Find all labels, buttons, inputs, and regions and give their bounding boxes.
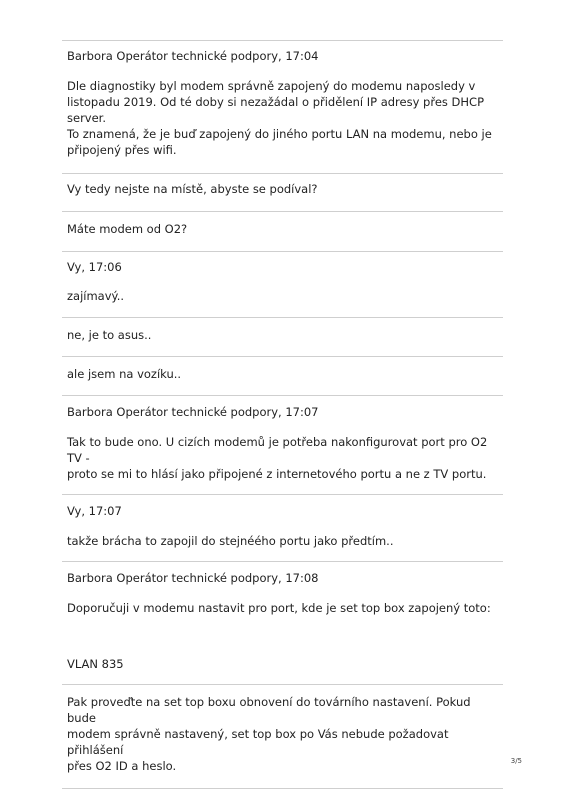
message-header: Barbora Operátor technické podpory, 17:08 bbox=[67, 571, 319, 585]
message-text: Máte modem od O2? bbox=[67, 222, 188, 236]
message-block bbox=[62, 252, 503, 318]
message-text: zajímavý.. bbox=[67, 289, 125, 303]
message-block bbox=[62, 174, 503, 212]
message-header: Barbora Operátor technické podpory, 17:04 bbox=[67, 49, 319, 63]
message-block bbox=[62, 212, 503, 252]
message-header: Barbora Operátor technické podpory, 17:07 bbox=[67, 405, 319, 419]
message-text: VLAN 835 bbox=[67, 657, 124, 671]
message-block bbox=[62, 396, 503, 495]
message-block bbox=[62, 630, 503, 685]
message-text: ne, je to asus.. bbox=[67, 328, 152, 342]
chat-transcript bbox=[62, 40, 503, 789]
message-text: takže brácha to zapojil do stejnééhо portu jako předtím.. bbox=[67, 534, 394, 548]
message-block bbox=[62, 495, 503, 562]
message-text: Vy tedy nejste na místě, abyste se podíval? bbox=[67, 182, 318, 196]
message-block bbox=[62, 562, 503, 630]
message-block bbox=[62, 318, 503, 357]
message-text: Tak to bude ono. U cizích modemů je potřeba nakonfigurovat port pro O2 TV - proto se mi to hlásí jako připojené z internetového portu a ne z TV portu. bbox=[67, 435, 488, 481]
message-text: Doporučuji v modemu nastavit pro port, kde je set top box zapojený toto: bbox=[67, 601, 491, 615]
page-number: 3/5 bbox=[510, 757, 522, 765]
message-header: Vy, 17:07 bbox=[67, 504, 122, 518]
message-block bbox=[62, 685, 503, 789]
message-block bbox=[62, 357, 503, 396]
message-text: Pak proveďte na set top boxu obnovení do továrního nastavení. Pokud bude modem správně nastavený, set top box po Vás nebude požadovat přihlášení přes O2 ID a heslo. bbox=[67, 695, 471, 773]
message-block bbox=[62, 41, 503, 174]
message-header: Vy, 17:06 bbox=[67, 260, 122, 274]
message-text: Dle diagnostiky byl modem správně zapojený do modemu naposledy v listopadu 2019. Od té doby si nezažádal o přidělení IP adresy přes DHCP server. To znamená, že je buď zapojený do jiného portu LAN na modemu, nebo je připojený přes wifi. bbox=[67, 79, 492, 157]
message-text: ale jsem na vozíku.. bbox=[67, 367, 182, 381]
